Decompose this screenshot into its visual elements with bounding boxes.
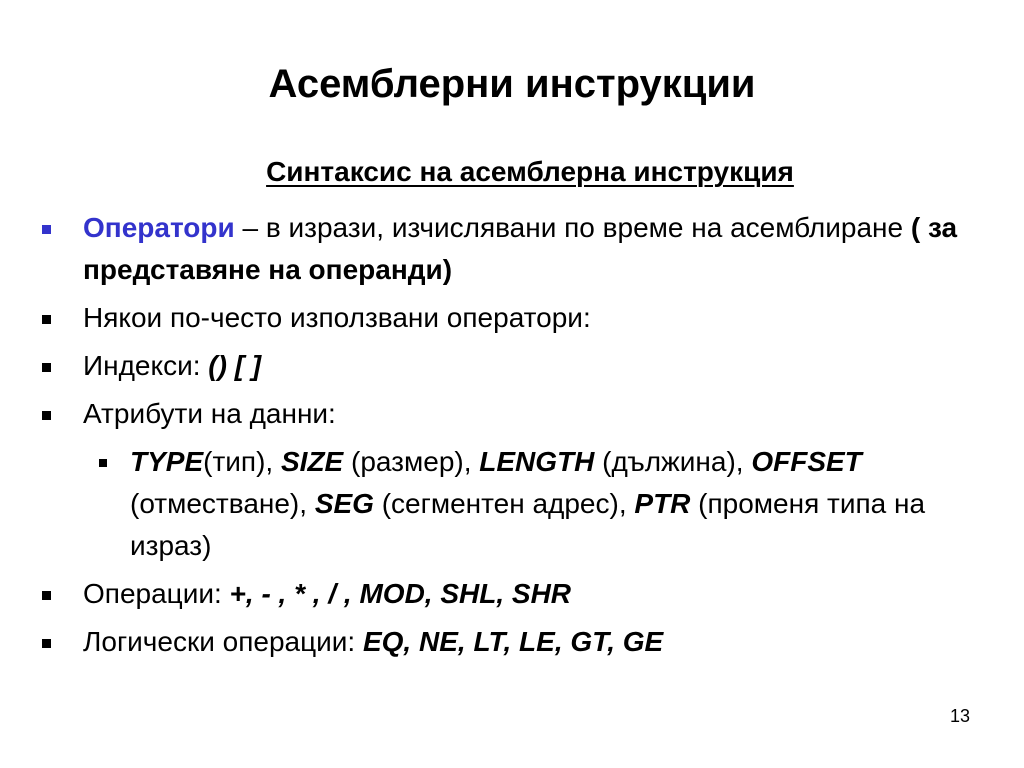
bullet-square-icon bbox=[42, 363, 51, 372]
subtitle-text: Синтаксис на асемблерна инструкция bbox=[266, 156, 794, 187]
operators-bold-text: ( за представяне на операнди) bbox=[83, 212, 958, 285]
seg-keyword: SEG bbox=[314, 488, 374, 519]
offset-desc: (отместване), bbox=[130, 488, 315, 519]
list-item-operators bbox=[42, 207, 982, 291]
ptr-keyword: PTR bbox=[634, 488, 691, 519]
common-operators-text: Някои по-често използвани оператори: bbox=[83, 302, 591, 333]
page-number: 13 bbox=[949, 706, 970, 726]
length-keyword: LENGTH bbox=[479, 446, 595, 477]
type-keyword: TYPE bbox=[130, 446, 204, 477]
bullet-square-icon bbox=[42, 315, 51, 324]
bullet-square-icon bbox=[42, 225, 51, 234]
sub-item-attribute-list bbox=[42, 441, 982, 567]
operators-text: – в изрази, изчислявани по време на асемблиране bbox=[234, 212, 911, 243]
operations-label: Операции: bbox=[83, 578, 230, 609]
bullet-square-icon bbox=[99, 459, 107, 467]
offset-keyword: OFFSET bbox=[751, 446, 862, 477]
bullet-square-icon bbox=[42, 591, 51, 600]
seg-desc: (сегментен адрес), bbox=[373, 488, 635, 519]
operations-value: +, - , * , / , MOD, SHL, SHR bbox=[229, 578, 572, 609]
list-item-indexes bbox=[42, 345, 982, 387]
logical-operations-label: Логически операции: bbox=[83, 626, 363, 657]
indexes-label: Индекси: bbox=[83, 350, 209, 381]
attributes-label: Атрибути на данни: bbox=[83, 398, 336, 429]
type-desc: (тип), bbox=[203, 446, 281, 477]
logical-operations-value: EQ, NE, LT, LE, GT, GE bbox=[362, 626, 664, 657]
bullet-square-icon bbox=[42, 411, 51, 420]
size-desc: (размер), bbox=[343, 446, 480, 477]
list-item-attributes bbox=[42, 393, 982, 435]
indexes-value: () [ ] bbox=[208, 350, 262, 381]
list-item-operations bbox=[42, 573, 982, 615]
size-keyword: SIZE bbox=[280, 446, 344, 477]
list-item-common-operators bbox=[42, 297, 982, 339]
operators-term: Оператори bbox=[83, 212, 235, 243]
slide-subtitle bbox=[0, 152, 1024, 192]
bullet-list bbox=[42, 207, 982, 669]
length-desc: (дължина), bbox=[594, 446, 752, 477]
slide-title: Асемблерни инструкции bbox=[268, 62, 756, 106]
list-item-logical-operations bbox=[42, 621, 982, 663]
bullet-square-icon bbox=[42, 639, 51, 648]
ptr-desc: (променя типа на израз) bbox=[130, 488, 926, 561]
